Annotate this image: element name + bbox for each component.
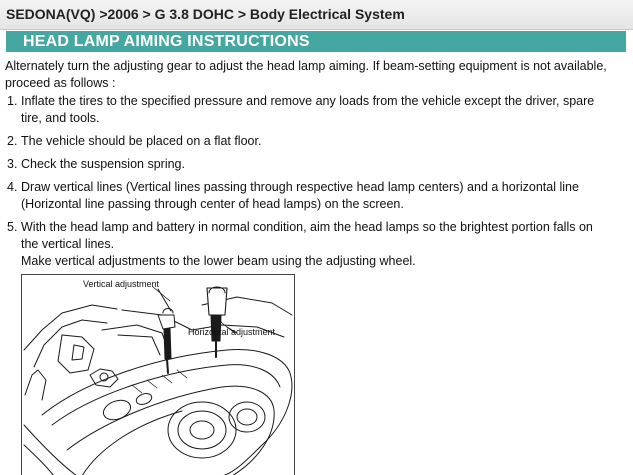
step-3 <box>7 156 185 173</box>
section-heading: HEAD LAMP AIMING INSTRUCTIONS <box>6 31 626 52</box>
step-number: 4. <box>7 180 18 194</box>
intro-line-2: proceed as follows : <box>5 76 116 90</box>
horizontal-adjustment-label: Horizontal adjustment <box>188 327 276 337</box>
step-text: Inflate the tires to the specified pressure and remove any loads from the vehicle except the driver, spare <box>21 94 595 108</box>
step-5-continued: the vertical lines. <box>21 237 115 251</box>
step-text: With the head lamp and battery in normal condition, aim the head lamps so the brightest portion falls on <box>21 220 593 234</box>
headlamp-illustration <box>22 275 295 475</box>
step-text: Draw vertical lines (Vertical lines passing through respective head lamp centers) and a horizontal line <box>21 180 579 194</box>
step-2 <box>7 133 261 150</box>
breadcrumb: SEDONA(VQ) >2006 > G 3.8 DOHC > Body Electrical System <box>0 0 633 30</box>
step-number: 3. <box>7 157 18 171</box>
intro-line-1: Alternately turn the adjusting gear to adjust the head lamp aiming. If beam-setting equipment is not available, <box>5 59 607 73</box>
step-text: Check the suspension spring. <box>21 157 185 171</box>
headlamp-adjustment-figure <box>21 274 295 475</box>
step-5 <box>7 219 593 236</box>
step-number: 1. <box>7 94 18 108</box>
step-4-continued: (Horizontal line passing through center of head lamps) on the screen. <box>21 197 404 211</box>
step-number: 5. <box>7 220 18 234</box>
step-1-continued: tire, and tools. <box>21 111 100 125</box>
vertical-adjustment-label: Vertical adjustment <box>83 279 160 289</box>
step-number: 2. <box>7 134 18 148</box>
step-text: The vehicle should be placed on a flat floor. <box>21 134 262 148</box>
step-1 <box>7 93 594 110</box>
step-5-adjustment-note: Make vertical adjustments to the lower beam using the adjusting wheel. <box>21 254 416 268</box>
step-4 <box>7 179 579 196</box>
